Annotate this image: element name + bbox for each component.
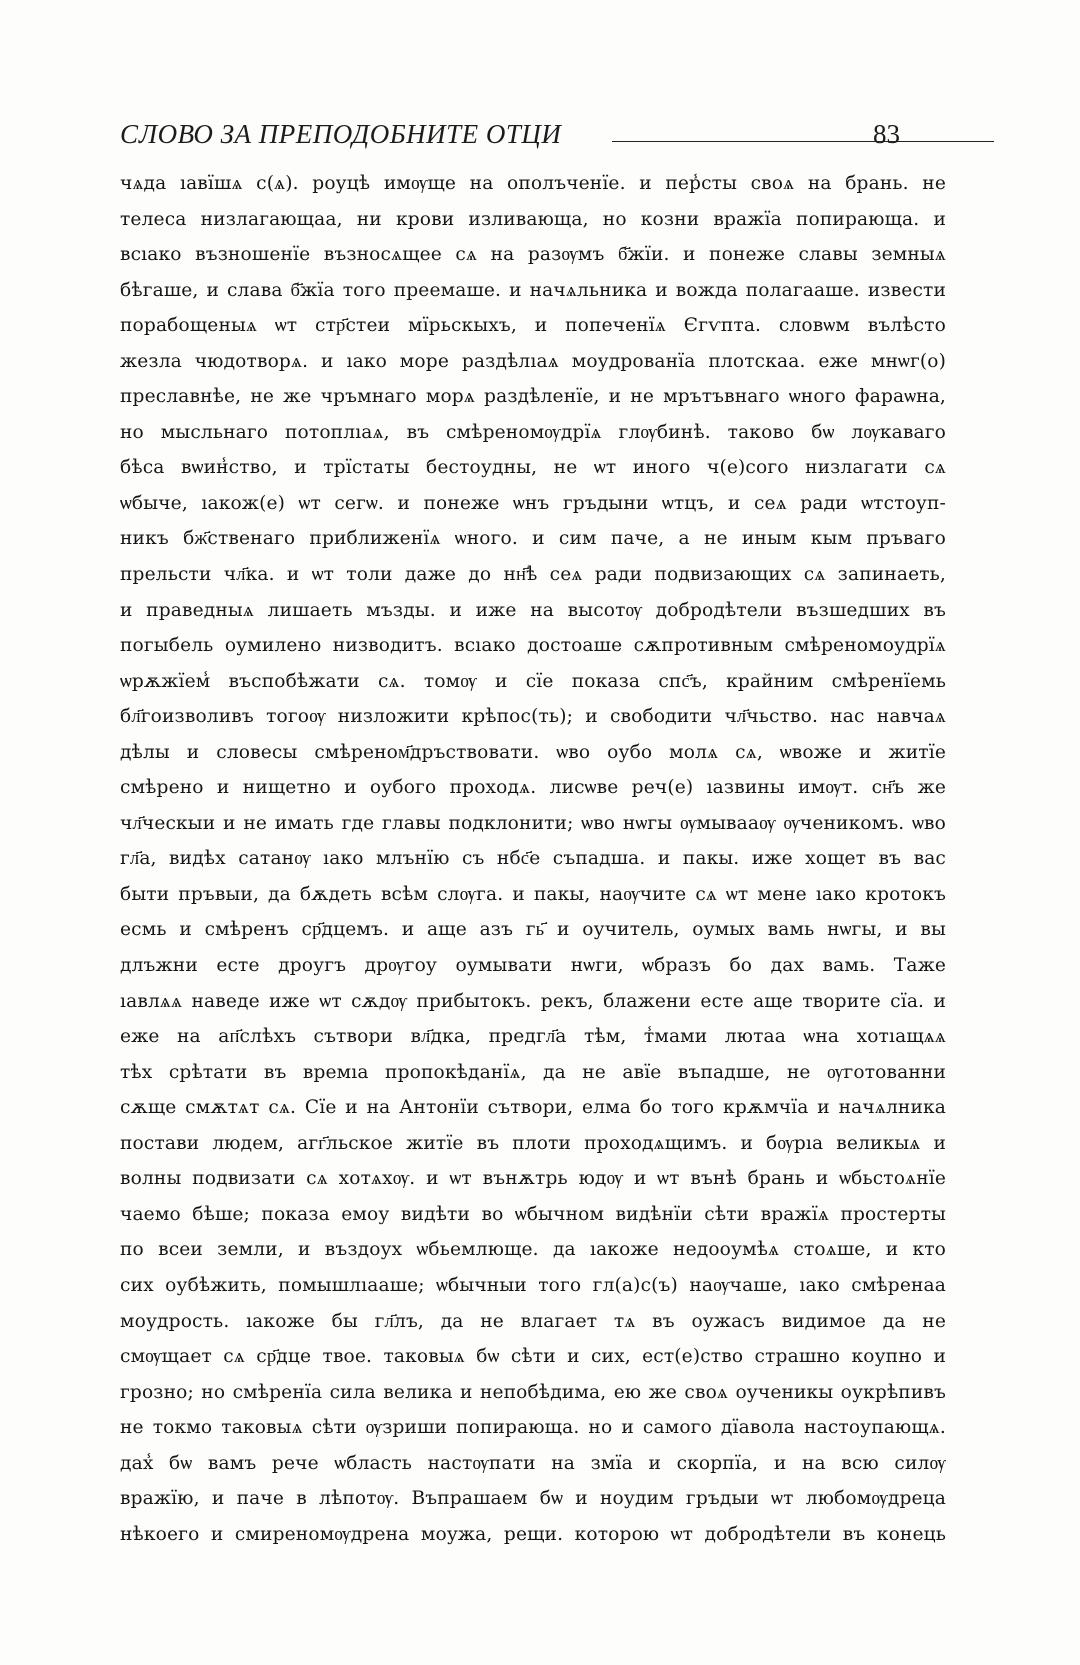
text-line: тѣх срѣтати въ времıа пропокѣданїѧ, да не авїе въпадше, не ѹготованни — [120, 1061, 946, 1083]
text-line: но мысльнаго потоплıаѧ, въ смѣреномѹдрїѧ глѹбинѣ. таково бѡ лѹкаваго — [120, 421, 946, 443]
text-line: преславнѣе, не же чръмнаго морѧ раздѣленїе, и не мрътъвнаго ѡного фараѡна, — [120, 386, 946, 408]
text-line: сѫще смѫтѧт сѧ. Сїе и на Антонїи сътвори, елма бо того крѫмчїа и начѧлника — [120, 1097, 946, 1119]
text-line: сих оубѣжить, помышлıааше; ѡбычныи того гл(а)с(ъ) наѹчаше, ıако смѣренаа — [120, 1274, 946, 1296]
text-line: волны подвизати сѧ хотѧхѹ. и ѡт вънѫтрь юдѹ и ѡт вънѣ брань и ѡбьстоѧнїе — [120, 1168, 946, 1190]
text-line: бѣгаше, и слава б҃жїа того преемаше. и начѧльника и вожда полагааше. извести — [120, 279, 946, 301]
text-line: смѹщает сѧ ср҃дце твое. таковыѧ бѡ сѣти и сих, ест(е)ство страшно коупно и — [120, 1346, 946, 1368]
text-line: есмь и смѣренъ ср҃дцемъ. и аще азъ гь҃ и оучитель, оумых вамь нѡгы, и вы — [120, 919, 946, 941]
text-line: ıавлѧѧ наведе иже ѡт сѫдѹ прибытокъ. рекъ, блажени есте аще творите сїа. и — [120, 990, 946, 1012]
text-line: чл҃ческыи и не имать где главы подклонити; ѡво нѡгы ѹмывааѹ ѹченикомъ. ѡво — [120, 812, 946, 834]
text-line: прельсти чл҃ка. и ѡт толи даже до нн҃ѣ сеѧ ради подвизающих сѧ запинаеть, — [120, 564, 946, 586]
header-rule — [612, 141, 994, 142]
body-text — [120, 166, 946, 1552]
text-line: порабощеныѧ ѡт стр҃стеи мїрьскыхъ, и попеченїѧ Єгѵпта. словѡм вълѣсто — [120, 315, 946, 337]
header-title: СЛОВО ЗА ПРЕПОДОБНИТЕ ОТЦИ — [120, 119, 562, 149]
text-line: моудрость. ıакоже бы гл҃лъ, да не влагает тѧ въ оужасъ видимое да не — [120, 1310, 946, 1332]
text-line: чѧда ıавїшѧ с(ѧ). роуцѣ имѹще на ополъченїе. и пер̾сты своѧ на брань. не — [120, 173, 946, 194]
text-line: нѣкоего и смиреномѹдрена моужа, рещи. которою ѡт добродѣтели въ конець — [120, 1523, 946, 1545]
text-line: быти пръвыи, да бѫдеть всѣм слѹга. и пакы, наѹчите сѧ ѡт мене ıако кротокъ — [120, 883, 946, 905]
page-number: 83 — [873, 119, 900, 149]
text-line: грозно; но смѣренїа сила велика и непобѣдима, ею же своѧ оученикы оукрѣпивъ — [120, 1381, 946, 1403]
text-line: ѡрѫжїем̾ въспобѣжати сѧ. томѹ и сїе показа спс҃ъ, крайним смѣренїемь — [120, 670, 946, 692]
text-line: еже на ап҃слѣхъ сътвори вл҃дка, предгл҃а тѣм, т̾мами лютаа ѡна хотıащѧѧ — [120, 1026, 946, 1048]
text-line: смѣрено и нищетно и оубого проходѧ. лисѡве реч(е) ıазвины имѹт. сн҃ъ же — [120, 777, 946, 799]
text-line: дѣлы и словесы смѣреном҃дръствовати. ѡво оубо молѧ сѧ, ѡвоже и житїе — [120, 741, 946, 763]
running-header — [120, 114, 900, 154]
text-line: вражїю, и паче в лѣпотѹ. Въпрашаем бѡ и ноудим гръдыи ѡт любомѹдреца — [120, 1488, 946, 1510]
text-line: по всеи земли, и въздоух ѡбьемлюще. да ıакоже недооумѣѧ стоѧше, и кто — [120, 1239, 946, 1261]
text-line: и праведныѧ лишаеть мъзды. и иже на высотѹ добродѣтели възшедших въ — [120, 599, 946, 621]
text-line: гл҃а, видѣх сатанѹ ıако млънїю съ нбс҃е съпадша. и пакы. иже хощет въ вас — [120, 848, 946, 870]
text-line: ѡбыче, ıакож(е) ѡт сегѡ. и понеже ѡнъ гръдыни ѡтцъ, и сеѧ ради ѡтстоуп- — [120, 492, 946, 514]
text-line: бл҃гоизволивъ тогоѹ низложити крѣпос(ть); и свободити чл҃чьство. нас навчаѧ — [120, 706, 946, 728]
text-line: бѣса вѡин̾ство, и трїстаты бестоудны, не ѡт иного ч(е)сого низлагати сѧ — [120, 457, 946, 479]
text-line: постави людем, агг҃льское житїе въ плоти проходѧщимъ. и бѹрıа великыѧ и — [120, 1132, 946, 1154]
text-line: не токмо таковыѧ сѣти ѹзриши попирающа. но и самого дїавола настоупающѧ. — [120, 1417, 946, 1439]
text-line: никъ бж҃ственаго приближенїѧ ѡного. и сим паче, а не иным кым пръваго — [120, 528, 946, 550]
text-line: дах̾ бѡ вамъ рече ѡбласть настѹпати на змїа и скорпїа, и на всю силѹ — [120, 1452, 946, 1474]
text-line: погыбель оумилено низводитъ. всıако достоаше сѫпротивным смѣреномоудрїѧ — [120, 635, 946, 657]
text-line: телеса низлагающаа, ни крови изливающа, но козни вражїа попирающа. и — [120, 208, 946, 230]
text-line: длъжни есте дроугъ дрѹгоу оумывати нѡги, ѡбразъ бо дах вамь. Таже — [120, 955, 946, 977]
text-line: жезла чюдотворѧ. и ıако море раздѣлıаѧ моудрованїа плотскаа. еже мнѡг(о) — [120, 350, 946, 372]
text-line: всıако възношенїе възносѧщее сѧ на разѹмъ б҃жїи. и понеже славы земныѧ — [120, 244, 946, 266]
text-line: чаемо бѣше; показа емоу видѣти во ѡбычном видѣнїи сѣти вражїѧ простерты — [120, 1203, 946, 1225]
